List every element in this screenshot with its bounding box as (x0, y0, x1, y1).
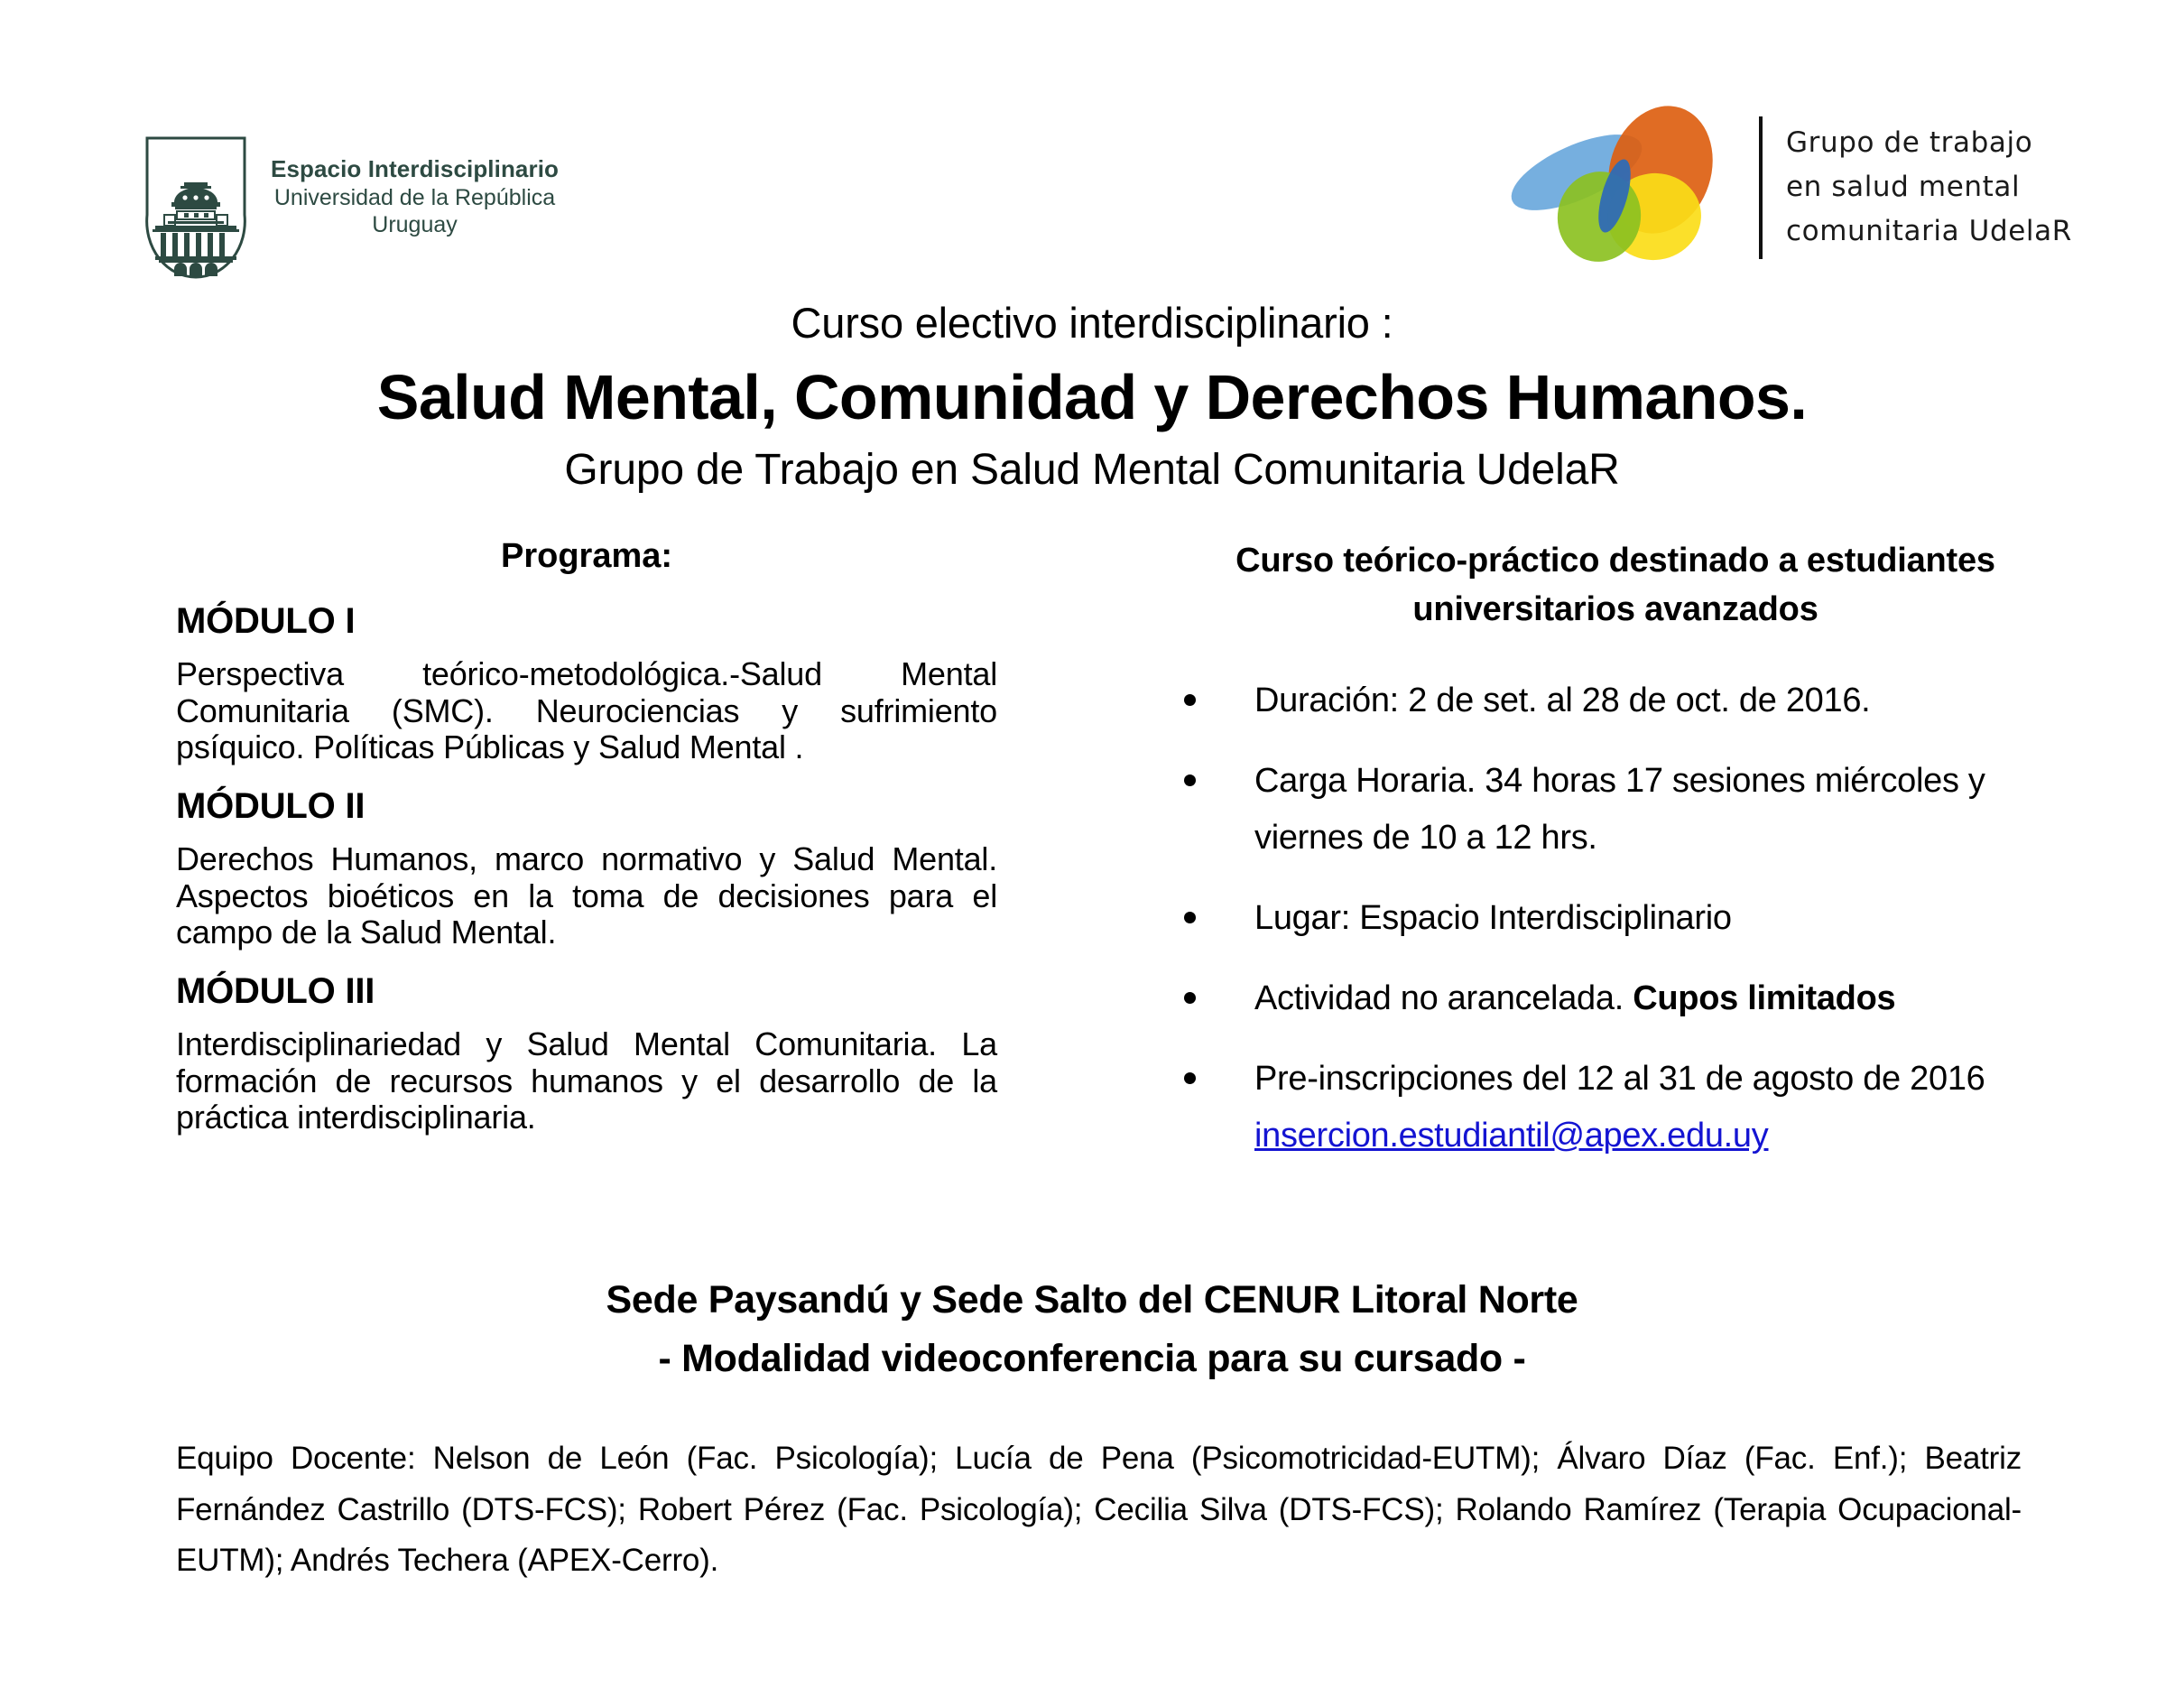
sede-block (0, 1271, 2184, 1389)
bullet-dot-icon (1184, 694, 1196, 706)
ei-country-line: Uruguay (372, 212, 458, 238)
program-column (176, 537, 997, 1136)
bullet-dot-icon (1184, 912, 1196, 923)
footer-block (176, 1433, 2022, 1587)
gt-line-2: en salud mental (1786, 171, 2021, 204)
espacio-interdisciplinario-wordmark (271, 135, 559, 239)
details-bullet-list (1164, 672, 2067, 1165)
module-3-title: MÓDULO III (176, 971, 375, 1012)
details-column (1164, 537, 2067, 1164)
list-item (1164, 1051, 2067, 1164)
module-1-body: Perspectiva teórico-metodológica.-Salud Mental Comunitaria (SMC). Neurociencias y sufrimiento psíquico. Políticas Públicas y Salud Mental . (176, 655, 997, 766)
teaching-team-text: Equipo Docente: Nelson de León (Fac. Psicología); Lucía de Pena (Psicomotricidad-EUTM); Álvaro Díaz (Fac. Enf.); Beatriz Fernández Castrillo (DTS-FCS); Robert Pérez (Fac. Psicología); Cecilia Silva (DTS-FCS); Rolando Ramírez (Terapia Ocupacional-EUTM); Andrés Techera (APEX-Cerro). (176, 1441, 2022, 1579)
module-3-body: Interdisciplinariedad y Salud Mental Comunitaria. La formación de recursos humanos y el desarrollo de la práctica interdisciplinaria. (176, 1025, 997, 1136)
bullet-text: Duración: 2 de set. al 28 de oct. de 2016. (1254, 681, 1871, 719)
email-link[interactable]: insercion.estudiantil@apex.edu.uy (1254, 1117, 1769, 1155)
module-2-body: Derechos Humanos, marco normativo y Salud Mental. Aspectos bioéticos en la toma de decisiones para el campo de la Salud Mental. (176, 840, 997, 951)
module-1-title: MÓDULO I (176, 601, 356, 641)
bullet-text: Actividad no arancelada. (1254, 979, 1633, 1018)
espacio-interdisciplinario-logo (144, 135, 559, 280)
sede-line-1: Sede Paysandú y Sede Salto del CENUR Litoral Norte (606, 1278, 1578, 1322)
list-item (1164, 753, 2067, 867)
list-item (1164, 890, 2067, 947)
poster-header (0, 0, 2184, 298)
gt-line-1: Grupo de trabajo (1786, 126, 2033, 160)
bullet-dot-icon (1184, 992, 1196, 1004)
bullet-dot-icon (1184, 774, 1196, 786)
grupo-trabajo-wordmark (1786, 121, 2072, 254)
sede-line-2: - Modalidad videoconferencia para su cursado - (658, 1337, 1526, 1381)
details-heading: Curso teórico-práctico destinado a estudiantes universitarios avanzados (1235, 542, 1995, 628)
bullet-text: Carga Horaria. 34 horas 17 sesiones miércoles y viernes de 10 a 12 hrs. (1254, 761, 1985, 858)
gt-line-3: comunitaria UdelaR (1786, 214, 2072, 247)
butterfly-icon (1494, 95, 1755, 280)
title-block (0, 298, 2184, 496)
list-item (1164, 672, 2067, 729)
grupo-trabajo-logo (1494, 95, 2072, 280)
program-heading: Programa: (500, 537, 673, 575)
body-columns (0, 537, 2184, 1250)
udelar-shield-icon (144, 135, 247, 280)
bullet-dot-icon (1184, 1072, 1196, 1084)
ei-title-line: Espacio Interdisciplinario (271, 155, 560, 182)
bullet-text: Lugar: Espacio Interdisciplinario (1254, 899, 1732, 938)
list-item (1164, 970, 2067, 1027)
module-2-title: MÓDULO II (176, 786, 366, 827)
page-title: Salud Mental, Comunidad y Derechos Humanos. (376, 362, 1808, 433)
ei-university-line: Universidad de la República (273, 184, 556, 210)
bullet-emphasis: Cupos limitados (1633, 979, 1896, 1018)
bullet-text: Pre-inscripciones del 12 al 31 de agosto de 2016 (1254, 1060, 1985, 1099)
course-subtitle: Grupo de Trabajo en Salud Mental Comunitaria UdelaR (564, 446, 1620, 495)
course-kicker: Curso electivo interdisciplinario : (791, 299, 1393, 347)
logo-divider-rule (1759, 116, 1763, 259)
